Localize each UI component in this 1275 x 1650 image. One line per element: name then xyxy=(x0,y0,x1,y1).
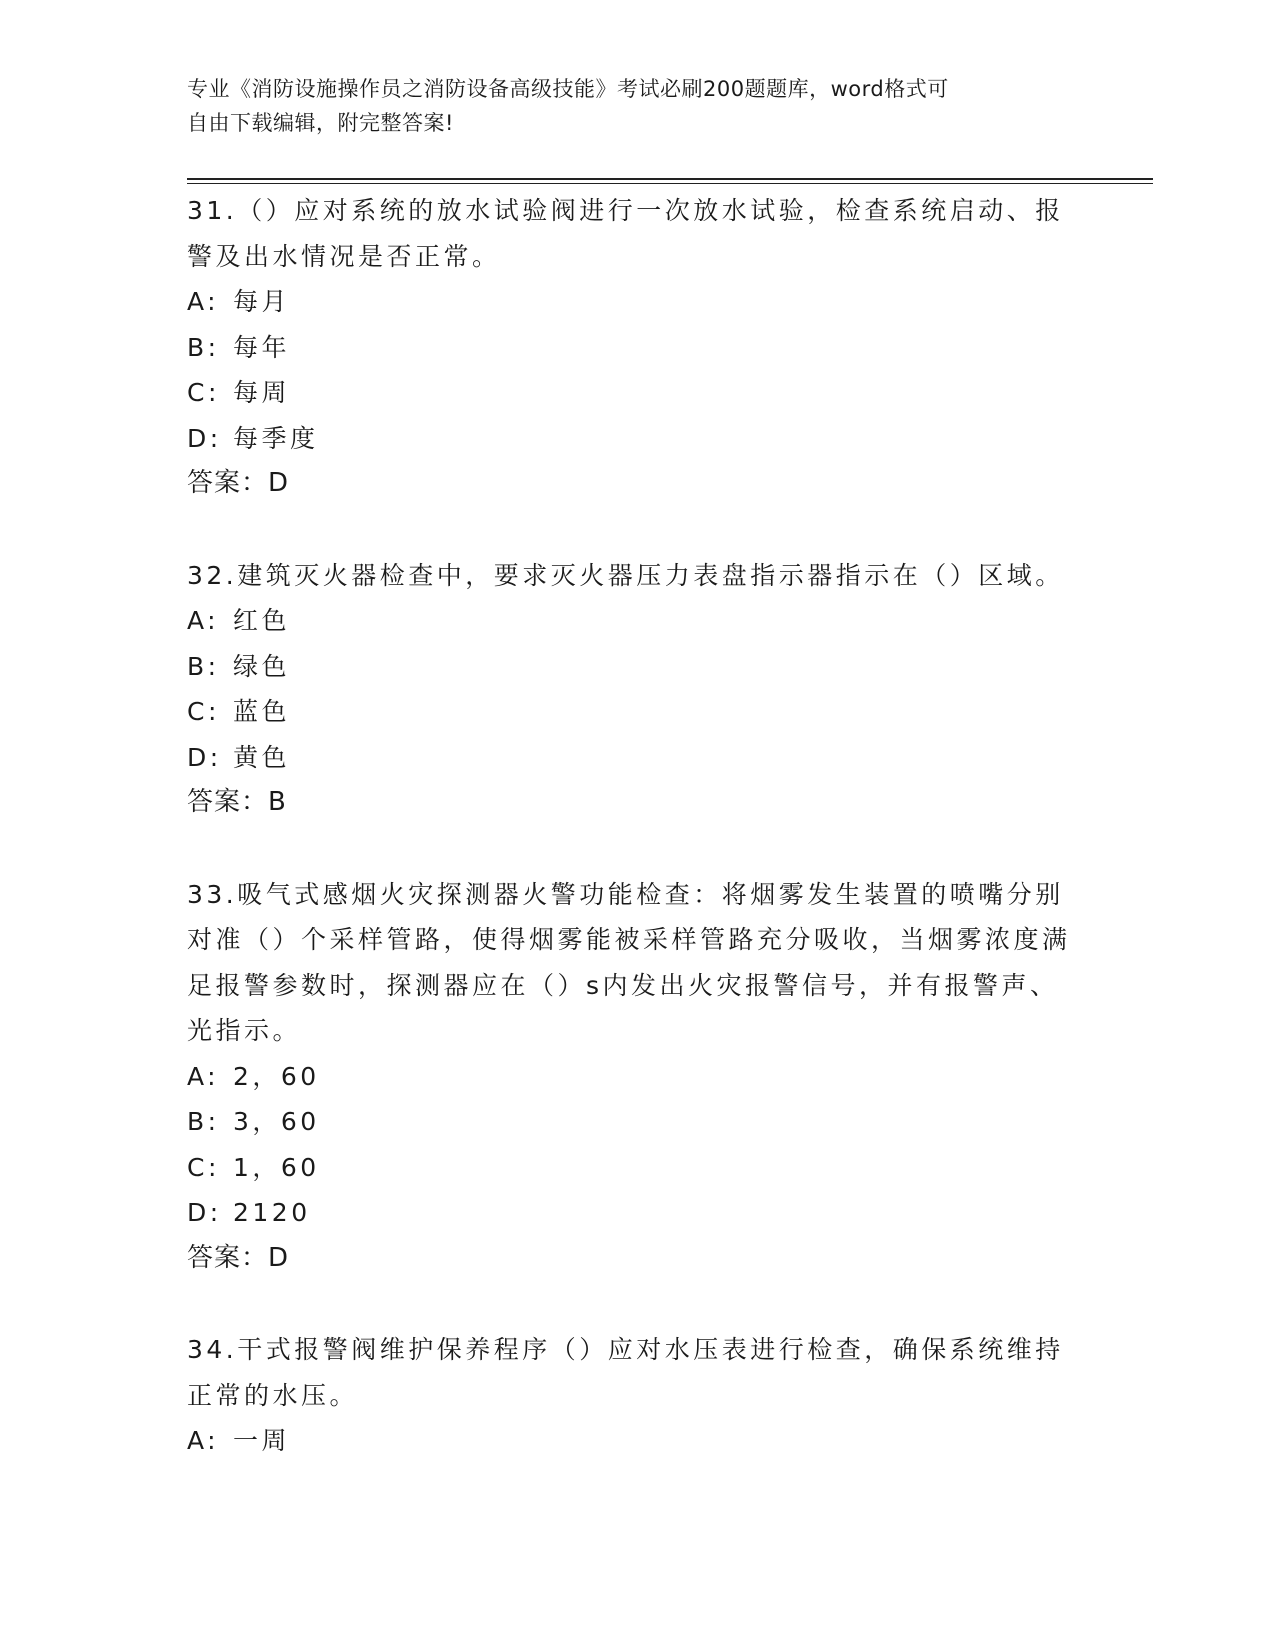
question-text xyxy=(187,872,1087,1054)
option-d xyxy=(187,1190,1087,1236)
option-text: 每月 xyxy=(233,287,291,316)
document-header xyxy=(187,72,1087,140)
option-letter: C: xyxy=(187,378,220,407)
option-letter: A: xyxy=(187,1061,220,1091)
option-letter: C: xyxy=(187,1152,220,1182)
question-34 xyxy=(187,1327,1087,1464)
header-line-1: 专业《消防设施操作员之消防设备高级技能》考试必刷200题题库，word格式可 xyxy=(187,77,949,101)
option-text: 3，60 xyxy=(233,1107,320,1136)
option-text: 每年 xyxy=(233,332,291,362)
option-letter: B: xyxy=(187,1107,220,1136)
option-a xyxy=(187,598,1087,644)
option-letter: B: xyxy=(187,651,220,681)
option-text: 2120 xyxy=(233,1198,311,1227)
option-a xyxy=(187,1418,1087,1464)
question-text xyxy=(187,1327,1087,1418)
option-a xyxy=(187,1054,1087,1100)
option-d xyxy=(187,416,1087,462)
option-c xyxy=(187,689,1087,735)
question-text xyxy=(187,188,1087,279)
question-body: （）应对系统的放水试验阀进行一次放水试验，检查系统启动、报警及出水情况是否正常。 xyxy=(187,196,1064,271)
option-text: 一周 xyxy=(233,1426,291,1455)
option-letter: C: xyxy=(187,697,220,726)
question-text xyxy=(187,553,1087,599)
option-text: 每季度 xyxy=(233,423,319,453)
question-31 xyxy=(187,188,1087,507)
option-letter: A: xyxy=(187,1426,220,1455)
option-b xyxy=(187,1099,1087,1145)
option-text: 绿色 xyxy=(233,651,291,681)
question-body: 吸气式感烟火灾探测器火警功能检查：将烟雾发生装置的喷嘴分别对准（）个采样管路，使得烟雾能被采样管路充分吸收，当烟雾浓度满足报警参数时，探测器应在（）s内发出火灾报警信号，并有报警声、光指示。 xyxy=(187,879,1071,1045)
question-body: 干式报警阀维护保养程序（）应对水压表进行检查，确保系统维持正常的水压。 xyxy=(187,1335,1064,1410)
option-letter: D: xyxy=(187,742,222,772)
option-text: 黄色 xyxy=(233,742,291,772)
header-divider-thick xyxy=(187,178,1153,180)
answer: 答案：D xyxy=(187,468,290,498)
option-letter: B: xyxy=(187,332,220,362)
question-number: 32. xyxy=(187,560,238,590)
option-b xyxy=(187,325,1087,371)
option-text: 蓝色 xyxy=(233,697,291,726)
question-list xyxy=(187,188,1087,1510)
option-text: 1，60 xyxy=(233,1152,320,1182)
option-c xyxy=(187,370,1087,416)
question-number: 33. xyxy=(187,879,238,909)
option-c xyxy=(187,1145,1087,1191)
question-number: 34. xyxy=(187,1335,238,1364)
option-d xyxy=(187,735,1087,781)
option-text: 2，60 xyxy=(233,1061,320,1091)
header-divider-thin xyxy=(187,183,1153,184)
option-b xyxy=(187,644,1087,690)
option-letter: D: xyxy=(187,423,222,453)
question-body: 建筑灭火器检查中，要求灭火器压力表盘指示器指示在（）区域。 xyxy=(237,560,1064,590)
option-a xyxy=(187,279,1087,325)
option-text: 红色 xyxy=(233,606,291,635)
option-text: 每周 xyxy=(233,378,291,407)
question-33 xyxy=(187,872,1087,1282)
question-32 xyxy=(187,553,1087,826)
option-letter: A: xyxy=(187,606,220,635)
answer: 答案：B xyxy=(187,787,287,817)
header-line-2: 自由下载编辑，附完整答案! xyxy=(187,111,454,135)
question-number: 31. xyxy=(187,196,238,225)
answer: 答案：D xyxy=(187,1242,290,1273)
option-letter: D: xyxy=(187,1198,222,1227)
option-letter: A: xyxy=(187,287,220,316)
